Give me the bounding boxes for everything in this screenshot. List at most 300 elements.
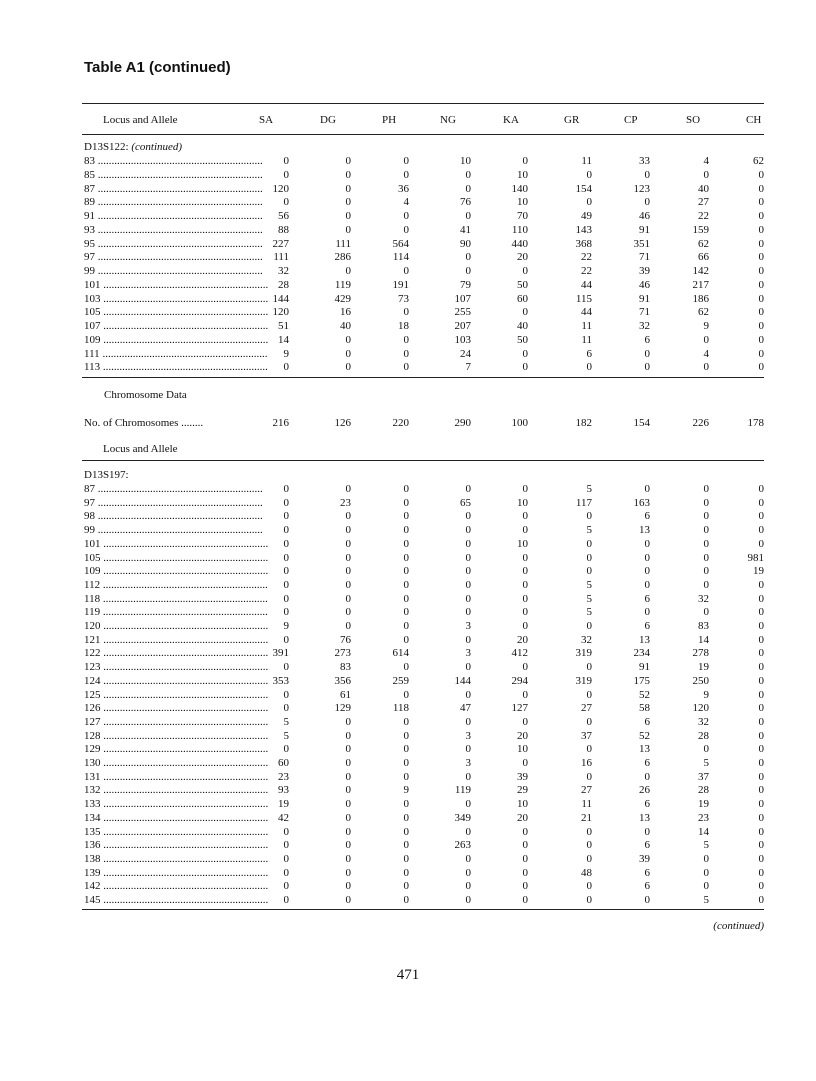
cell-ng: 263 (454, 839, 471, 852)
cell-so: 120 (692, 702, 709, 715)
allele-label: 105 ............................................................ (84, 551, 269, 564)
cell-ch: 0 (758, 743, 764, 756)
table-row (82, 251, 764, 264)
cell-ka: 440 (511, 237, 528, 250)
cell-so: 14 (698, 825, 709, 838)
cell-so: 5 (703, 757, 709, 769)
cell-cp: 71 (639, 251, 650, 264)
table-row (82, 593, 764, 606)
allele-label: 138 ............................................................ (84, 852, 269, 865)
cell-ng: 119 (454, 784, 471, 797)
cell-ch: 0 (758, 210, 764, 222)
cell-ka: 50 (517, 278, 528, 291)
cell-sa: 14 (278, 333, 289, 346)
cell-ph: 0 (403, 565, 409, 578)
cell-gr: 44 (581, 278, 592, 291)
locus-allele-header: Locus and Allele (103, 114, 178, 126)
table-row (82, 634, 764, 647)
col-header-ch: CH (746, 114, 762, 126)
cell-sa: 0 (283, 688, 289, 701)
cell-dg: 0 (345, 210, 351, 222)
cell-ch: 0 (758, 168, 764, 181)
table-row (82, 812, 764, 825)
cell-sa: 120 (272, 306, 289, 319)
cell-ka: 29 (517, 784, 528, 797)
cell-cp: 0 (644, 168, 650, 181)
cell-so: 62 (698, 306, 709, 319)
cell-ka: 0 (522, 894, 528, 906)
cell-so: 278 (692, 647, 709, 660)
cell-ka: 20 (517, 729, 528, 742)
cell-dg: 111 (335, 237, 351, 250)
cell-dg: 0 (345, 265, 351, 277)
cell-dg: 16 (340, 306, 351, 319)
cell-ch: 0 (758, 770, 764, 783)
cell-ng: 207 (454, 320, 471, 332)
allele-label: 135 ............................................................ (84, 825, 269, 838)
cell-so: 22 (698, 210, 709, 222)
cell-ka: 0 (522, 715, 528, 728)
cell-ch: 0 (758, 292, 764, 305)
cell-ch: 0 (758, 852, 764, 865)
cell-ka: 0 (522, 483, 528, 495)
cell-ch: 0 (758, 537, 764, 550)
allele-label: 118 ............................................................ (84, 592, 268, 605)
allele-label: 98 ............................................................ (84, 510, 263, 523)
cell-gr: 319 (575, 674, 592, 687)
cell-cp: 58 (639, 702, 650, 715)
cell-ph: 0 (403, 483, 409, 495)
cell-ka: 0 (522, 578, 528, 591)
cell-dg: 23 (340, 496, 351, 509)
col-header-dg: DG (320, 114, 336, 126)
cell-so: 27 (698, 196, 709, 209)
chromosome-count-sa: 216 (272, 417, 289, 429)
cell-ch: 0 (758, 361, 764, 374)
cell-dg: 0 (345, 757, 351, 769)
cell-ng: 0 (465, 633, 471, 646)
allele-label: 89 ............................................................ (84, 196, 263, 209)
cell-ka: 0 (522, 510, 528, 523)
cell-ch: 0 (758, 237, 764, 250)
cell-gr: 0 (586, 894, 592, 906)
cell-sa: 0 (283, 496, 289, 509)
allele-label: 125 ............................................................ (84, 688, 269, 701)
cell-dg: 0 (345, 894, 351, 906)
cell-dg: 0 (345, 798, 351, 811)
locus-name: D13S122: (84, 141, 129, 153)
cell-sa: 0 (283, 743, 289, 756)
cell-cp: 123 (633, 182, 650, 195)
cell-sa: 0 (283, 155, 289, 167)
cell-ph: 0 (403, 551, 409, 564)
cell-gr: 0 (586, 688, 592, 701)
cell-gr: 0 (586, 565, 592, 578)
cell-sa: 0 (283, 510, 289, 523)
allele-label: 87 ............................................................ (84, 483, 263, 495)
cell-cp: 6 (644, 866, 650, 879)
cell-so: 217 (692, 278, 709, 291)
cell-cp: 0 (644, 565, 650, 578)
cell-cp: 6 (644, 798, 650, 811)
allele-label: 129 ............................................................ (84, 743, 269, 756)
allele-label: 91 ............................................................ (84, 210, 263, 222)
col-header-ph: PH (382, 114, 397, 126)
cell-ph: 259 (392, 674, 409, 687)
cell-dg: 0 (345, 196, 351, 209)
cell-cp: 52 (639, 688, 650, 701)
cell-ch: 0 (758, 196, 764, 209)
cell-ph: 0 (403, 265, 409, 277)
cell-ng: 41 (460, 223, 471, 236)
cell-ch: 0 (758, 320, 764, 332)
chromosome-count-ng: 290 (454, 417, 471, 429)
cell-dg: 0 (345, 606, 351, 619)
cell-cp: 6 (644, 592, 650, 605)
cell-gr: 21 (581, 811, 592, 824)
cell-dg: 0 (345, 715, 351, 728)
cell-ph: 0 (403, 866, 409, 879)
cell-gr: 44 (581, 306, 592, 319)
cell-dg: 0 (345, 784, 351, 797)
table-bottom-rule (82, 909, 764, 910)
cell-dg: 0 (345, 537, 351, 550)
chromosome-count-ka: 100 (511, 417, 528, 429)
cell-ch: 0 (758, 223, 764, 236)
cell-so: 28 (698, 729, 709, 742)
cell-gr: 115 (575, 292, 592, 305)
cell-dg: 129 (334, 702, 351, 715)
cell-gr: 37 (581, 729, 592, 742)
table-row (82, 716, 764, 729)
cell-cp: 13 (639, 811, 650, 824)
cell-gr: 117 (575, 496, 592, 509)
cell-so: 250 (692, 674, 709, 687)
cell-dg: 0 (345, 155, 351, 167)
cell-so: 0 (703, 483, 709, 495)
cell-gr: 22 (581, 265, 592, 277)
cell-ph: 0 (403, 770, 409, 783)
cell-dg: 0 (345, 811, 351, 824)
cell-ka: 0 (522, 852, 528, 865)
allele-label: 101 ............................................................ (84, 537, 269, 550)
cell-gr: 143 (575, 223, 592, 236)
cell-ka: 50 (517, 333, 528, 346)
allele-label: 95 ............................................................ (84, 237, 263, 250)
cell-cp: 13 (639, 524, 650, 537)
allele-label: 127 ............................................................ (84, 715, 269, 728)
cell-so: 0 (703, 361, 709, 374)
cell-ch: 0 (758, 265, 764, 277)
cell-cp: 0 (644, 483, 650, 495)
table-row (82, 579, 764, 592)
cell-so: 0 (703, 496, 709, 509)
cell-ng: 3 (465, 757, 471, 769)
allele-label: 97 ............................................................ (84, 496, 263, 509)
table-row (82, 510, 764, 523)
cell-ph: 0 (403, 578, 409, 591)
cell-ch: 0 (758, 524, 764, 537)
cell-ng: 10 (460, 155, 471, 167)
table-row (82, 279, 764, 292)
cell-cp: 0 (644, 578, 650, 591)
cell-ng: 3 (465, 729, 471, 742)
cell-ch: 0 (758, 798, 764, 811)
allele-label: 107 ............................................................ (84, 320, 269, 332)
cell-ng: 3 (465, 647, 471, 660)
cell-dg: 0 (345, 483, 351, 495)
cell-ka: 20 (517, 251, 528, 264)
cell-gr: 0 (586, 880, 592, 893)
cell-dg: 0 (345, 510, 351, 523)
cell-sa: 0 (283, 702, 289, 715)
cell-gr: 6 (586, 347, 592, 360)
cell-sa: 0 (283, 894, 289, 906)
cell-cp: 91 (639, 223, 650, 236)
allele-label: 101 ............................................................ (84, 278, 269, 291)
cell-so: 32 (698, 592, 709, 605)
allele-label: 136 ............................................................ (84, 839, 269, 852)
table-row (82, 771, 764, 784)
cell-cp: 163 (633, 496, 650, 509)
page-title: Table A1 (continued) (84, 59, 231, 76)
cell-so: 0 (703, 578, 709, 591)
cell-cp: 0 (644, 770, 650, 783)
cell-sa: 9 (283, 347, 289, 360)
col-header-sa: SA (259, 114, 274, 126)
cell-ph: 0 (403, 155, 409, 167)
cell-ng: 0 (465, 661, 471, 674)
cell-ch: 0 (758, 620, 764, 632)
cell-sa: 0 (283, 661, 289, 674)
cell-gr: 0 (586, 743, 592, 756)
cell-sa: 0 (283, 852, 289, 865)
chromosome-count-ch: 178 (747, 417, 764, 429)
allele-label: 120 ............................................................ (84, 620, 269, 632)
allele-label: 134 ............................................................ (84, 811, 269, 824)
cell-cp: 234 (633, 647, 650, 660)
cell-so: 0 (703, 743, 709, 756)
allele-label: 112 ............................................................ (84, 578, 268, 591)
cell-ng: 0 (465, 852, 471, 865)
cell-ph: 0 (403, 606, 409, 619)
cell-gr: 368 (575, 237, 592, 250)
cell-gr: 0 (586, 770, 592, 783)
table-row (82, 334, 764, 347)
cell-sa: 0 (283, 361, 289, 374)
cell-ph: 0 (403, 496, 409, 509)
cell-so: 23 (698, 811, 709, 824)
cell-sa: 0 (283, 196, 289, 209)
chromosome-count-row (82, 416, 764, 430)
cell-dg: 429 (334, 292, 351, 305)
cell-sa: 0 (283, 880, 289, 893)
table-row (82, 798, 764, 811)
allele-label: 83 ............................................................ (84, 155, 263, 167)
cell-cp: 0 (644, 894, 650, 906)
cell-ka: 10 (517, 743, 528, 756)
cell-ph: 4 (403, 196, 409, 209)
table-row (82, 606, 764, 619)
cell-ka: 0 (522, 825, 528, 838)
continued-note: (continued) (713, 920, 764, 932)
cell-dg: 61 (340, 688, 351, 701)
table-row (82, 647, 764, 660)
table-row (82, 620, 764, 633)
table-row (82, 675, 764, 688)
cell-ka: 0 (522, 866, 528, 879)
cell-so: 0 (703, 565, 709, 578)
cell-so: 0 (703, 852, 709, 865)
allele-label: 109 ............................................................ (84, 565, 269, 578)
table-row (82, 155, 764, 168)
cell-ph: 0 (403, 880, 409, 893)
cell-dg: 0 (345, 168, 351, 181)
cell-sa: 144 (272, 292, 289, 305)
allele-label: 123 ............................................................ (84, 661, 269, 674)
cell-ch: 0 (758, 811, 764, 824)
cell-gr: 5 (586, 524, 592, 537)
table-row (82, 524, 764, 537)
cell-gr: 48 (581, 866, 592, 879)
cell-dg: 0 (345, 729, 351, 742)
table-row (82, 210, 764, 223)
cell-sa: 0 (283, 578, 289, 591)
cell-ph: 0 (403, 729, 409, 742)
cell-cp: 0 (644, 825, 650, 838)
cell-so: 5 (703, 839, 709, 852)
cell-sa: 120 (272, 182, 289, 195)
allele-label: 124 ............................................................ (84, 674, 269, 687)
cell-gr: 22 (581, 251, 592, 264)
cell-sa: 353 (272, 674, 289, 687)
table-row (82, 826, 764, 839)
allele-label: 103 ............................................................ (84, 292, 269, 305)
cell-dg: 0 (345, 743, 351, 756)
allele-label: 119 ............................................................ (84, 606, 268, 619)
cell-sa: 0 (283, 633, 289, 646)
cell-ng: 90 (460, 237, 471, 250)
cell-gr: 0 (586, 361, 592, 374)
col-header-ng: NG (440, 114, 456, 126)
cell-cp: 46 (639, 278, 650, 291)
cell-cp: 13 (639, 743, 650, 756)
cell-cp: 6 (644, 333, 650, 346)
cell-ch: 0 (758, 825, 764, 838)
table-row (82, 320, 764, 333)
cell-dg: 0 (345, 592, 351, 605)
cell-ch: 0 (758, 251, 764, 264)
allele-label: 130 ............................................................ (84, 757, 269, 769)
table-row (82, 661, 764, 674)
cell-ka: 0 (522, 661, 528, 674)
cell-cp: 0 (644, 361, 650, 374)
cell-cp: 0 (644, 537, 650, 550)
cell-sa: 0 (283, 565, 289, 578)
cell-so: 40 (698, 182, 709, 195)
cell-dg: 0 (345, 347, 351, 360)
chromosome-count-dg: 126 (334, 417, 351, 429)
cell-sa: 227 (272, 237, 289, 250)
cell-so: 186 (692, 292, 709, 305)
table-header (82, 114, 764, 128)
cell-ch: 0 (758, 182, 764, 195)
cell-ph: 0 (403, 798, 409, 811)
cell-gr: 319 (575, 647, 592, 660)
allele-label: 109 ............................................................ (84, 333, 269, 346)
cell-ph: 564 (392, 237, 409, 250)
cell-ka: 0 (522, 347, 528, 360)
cell-dg: 119 (334, 278, 351, 291)
cell-ng: 0 (465, 524, 471, 537)
cell-dg: 0 (345, 839, 351, 852)
cell-ph: 114 (392, 251, 409, 264)
cell-dg: 0 (345, 333, 351, 346)
table-row (82, 361, 764, 374)
cell-ka: 0 (522, 551, 528, 564)
cell-dg: 0 (345, 852, 351, 865)
cell-ch: 0 (758, 839, 764, 852)
cell-ph: 0 (403, 592, 409, 605)
cell-ph: 0 (403, 168, 409, 181)
cell-gr: 49 (581, 210, 592, 222)
cell-so: 4 (703, 347, 709, 360)
cell-ka: 0 (522, 839, 528, 852)
cell-ng: 0 (465, 510, 471, 523)
cell-ph: 0 (403, 811, 409, 824)
cell-gr: 5 (586, 592, 592, 605)
cell-ch: 0 (758, 496, 764, 509)
cell-ng: 0 (465, 210, 471, 222)
chromosome-count-so: 226 (692, 417, 709, 429)
cell-ng: 0 (465, 688, 471, 701)
table-row (82, 784, 764, 797)
table-row (82, 169, 764, 182)
section-rule (82, 377, 764, 378)
cell-ph: 0 (403, 633, 409, 646)
cell-ph: 0 (403, 361, 409, 374)
cell-ka: 0 (522, 565, 528, 578)
allele-label: 99 ............................................................ (84, 524, 263, 537)
cell-ch: 0 (758, 757, 764, 769)
cell-ch: 0 (758, 715, 764, 728)
subheading-rule (82, 460, 764, 461)
cell-ka: 110 (511, 223, 528, 236)
col-header-cp: CP (624, 114, 638, 126)
cell-gr: 0 (586, 825, 592, 838)
cell-ka: 60 (517, 292, 528, 305)
cell-ng: 0 (465, 537, 471, 550)
table-row (82, 894, 764, 907)
table-row (82, 565, 764, 578)
cell-sa: 0 (283, 551, 289, 564)
cell-ng: 349 (454, 811, 471, 824)
cell-so: 19 (698, 661, 709, 674)
allele-label: 126 ............................................................ (84, 702, 269, 715)
cell-ka: 412 (511, 647, 528, 660)
cell-ka: 0 (522, 361, 528, 374)
cell-ph: 0 (403, 620, 409, 632)
cell-ng: 0 (465, 866, 471, 879)
cell-cp: 91 (639, 661, 650, 674)
cell-gr: 0 (586, 839, 592, 852)
cell-gr: 11 (581, 320, 592, 332)
cell-gr: 0 (586, 537, 592, 550)
cell-so: 0 (703, 551, 709, 564)
cell-dg: 286 (334, 251, 351, 264)
cell-ph: 0 (403, 757, 409, 769)
cell-ch: 0 (758, 866, 764, 879)
